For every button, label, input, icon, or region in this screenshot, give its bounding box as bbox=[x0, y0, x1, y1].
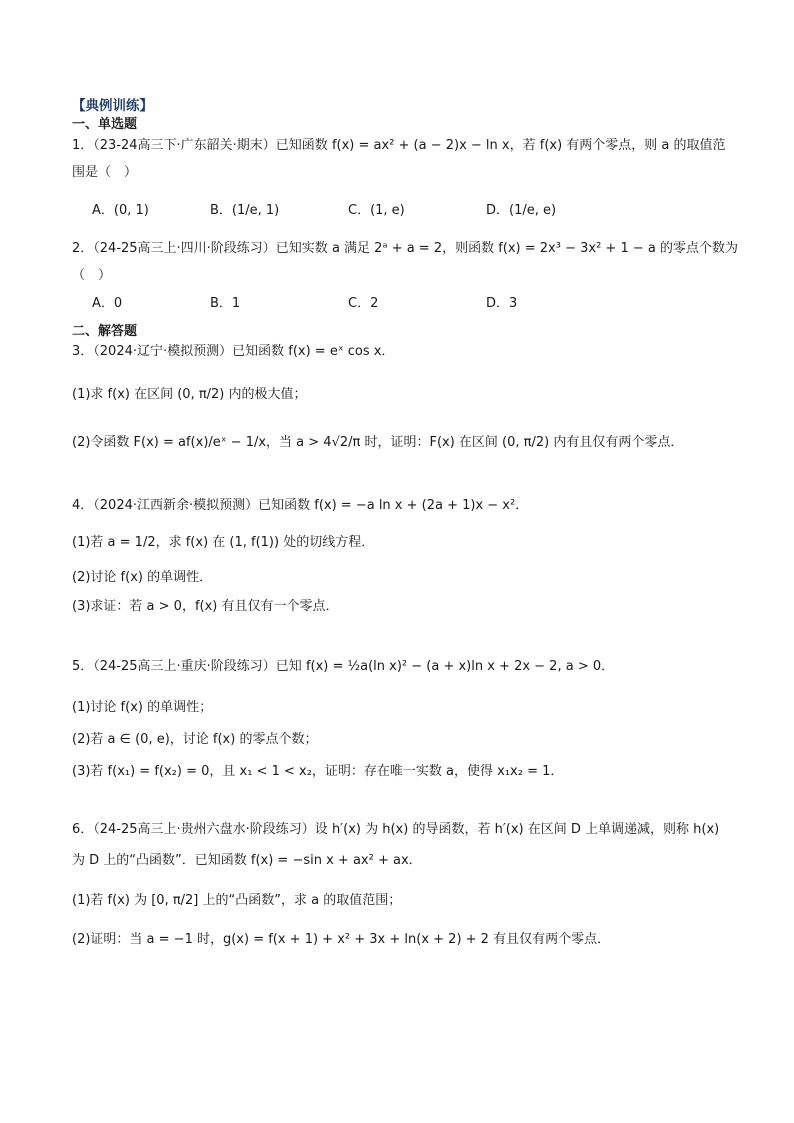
q4-part3: (3)求证：若 a > 0，f(x) 有且仅有一个零点． bbox=[72, 599, 339, 614]
q2-line1: 2．（24-25高三上·四川·阶段练习）已知实数 a 满足 2ᵃ + a = 2，则函数 f(x) = 2x³ − 3x² + 1 − a 的零点个数为 bbox=[72, 241, 738, 256]
q5-part3: (3)若 f(x₁) = f(x₂) = 0，且 x₁ < 1 < x₂，证明：存在唯一实数 a，使得 x₁x₂ = 1． bbox=[72, 764, 564, 779]
q6-line2: 为 D 上的“凸函数”．已知函数 f(x) = −sin x + ax² + ax． bbox=[72, 853, 422, 868]
part1-title: 一、单选题 bbox=[72, 117, 138, 132]
q2-option-b: B．1 bbox=[210, 296, 241, 311]
q2-option-d: D．3 bbox=[486, 296, 518, 311]
q2-option-a: A．0 bbox=[92, 296, 123, 311]
q1-option-b: B．(1/e, 1) bbox=[210, 203, 280, 218]
q4-part2: (2)讨论 f(x) 的单调性． bbox=[72, 570, 213, 585]
q2-line2: （ ） bbox=[72, 268, 112, 283]
q5-part2: (2)若 a ∈ (0, e)，讨论 f(x) 的零点个数； bbox=[72, 732, 318, 747]
q6-part1: (1)若 f(x) 为 [0, π/2] 上的“凸函数”，求 a 的取值范围； bbox=[72, 893, 402, 908]
section-title: 【典例训练】 bbox=[72, 98, 153, 114]
q3-part1: (1)求 f(x) 在区间 (0, π/2) 内的极大值； bbox=[72, 387, 307, 402]
q3-stem: 3．（2024·辽宁·模拟预测）已知函数 f(x) = eˣ cos x． bbox=[72, 344, 395, 359]
q4-stem: 4．（2024·江西新余·模拟预测）已知函数 f(x) = −a ln x + (2a + 1)x − x²． bbox=[72, 498, 529, 513]
q5-part1: (1)讨论 f(x) 的单调性； bbox=[72, 700, 213, 715]
q3-part2: (2)令函数 F(x) = af(x)/eˣ − 1/x，当 a > 4√2/π 时，证明：F(x) 在区间 (0, π/2) 内有且仅有两个零点． bbox=[72, 435, 684, 450]
q1-option-d: D．(1/e, e) bbox=[486, 203, 557, 218]
q1-line1: 1．（23-24高三下·广东韶关·期末）已知函数 f(x) = ax² + (a − 2)x − ln x，若 f(x) 有两个零点，则 a 的取值范 bbox=[72, 138, 726, 153]
q1-line2: 围是（ ） bbox=[72, 165, 138, 180]
q1-option-a: A．(0, 1) bbox=[92, 203, 149, 218]
q6-line1: 6．（24-25高三上·贵州六盘水·阶段练习）设 h′(x) 为 h(x) 的导函数，若 h′(x) 在区间 D 上单调递减，则称 h(x) bbox=[72, 822, 720, 837]
part2-title: 二、解答题 bbox=[72, 324, 138, 339]
q1-option-c: C．(1, e) bbox=[348, 203, 405, 218]
q4-part1: (1)若 a = 1/2，求 f(x) 在 (1, f(1)) 处的切线方程． bbox=[72, 535, 375, 550]
q2-option-c: C．2 bbox=[348, 296, 379, 311]
q5-stem: 5．（24-25高三上·重庆·阶段练习）已知 f(x) = ½a(ln x)² − (a + x)ln x + 2x − 2, a > 0． bbox=[72, 659, 615, 674]
q6-part2: (2)证明：当 a = −1 时，g(x) = f(x + 1) + x² + 3x + ln(x + 2) + 2 有且仅有两个零点． bbox=[72, 932, 611, 947]
